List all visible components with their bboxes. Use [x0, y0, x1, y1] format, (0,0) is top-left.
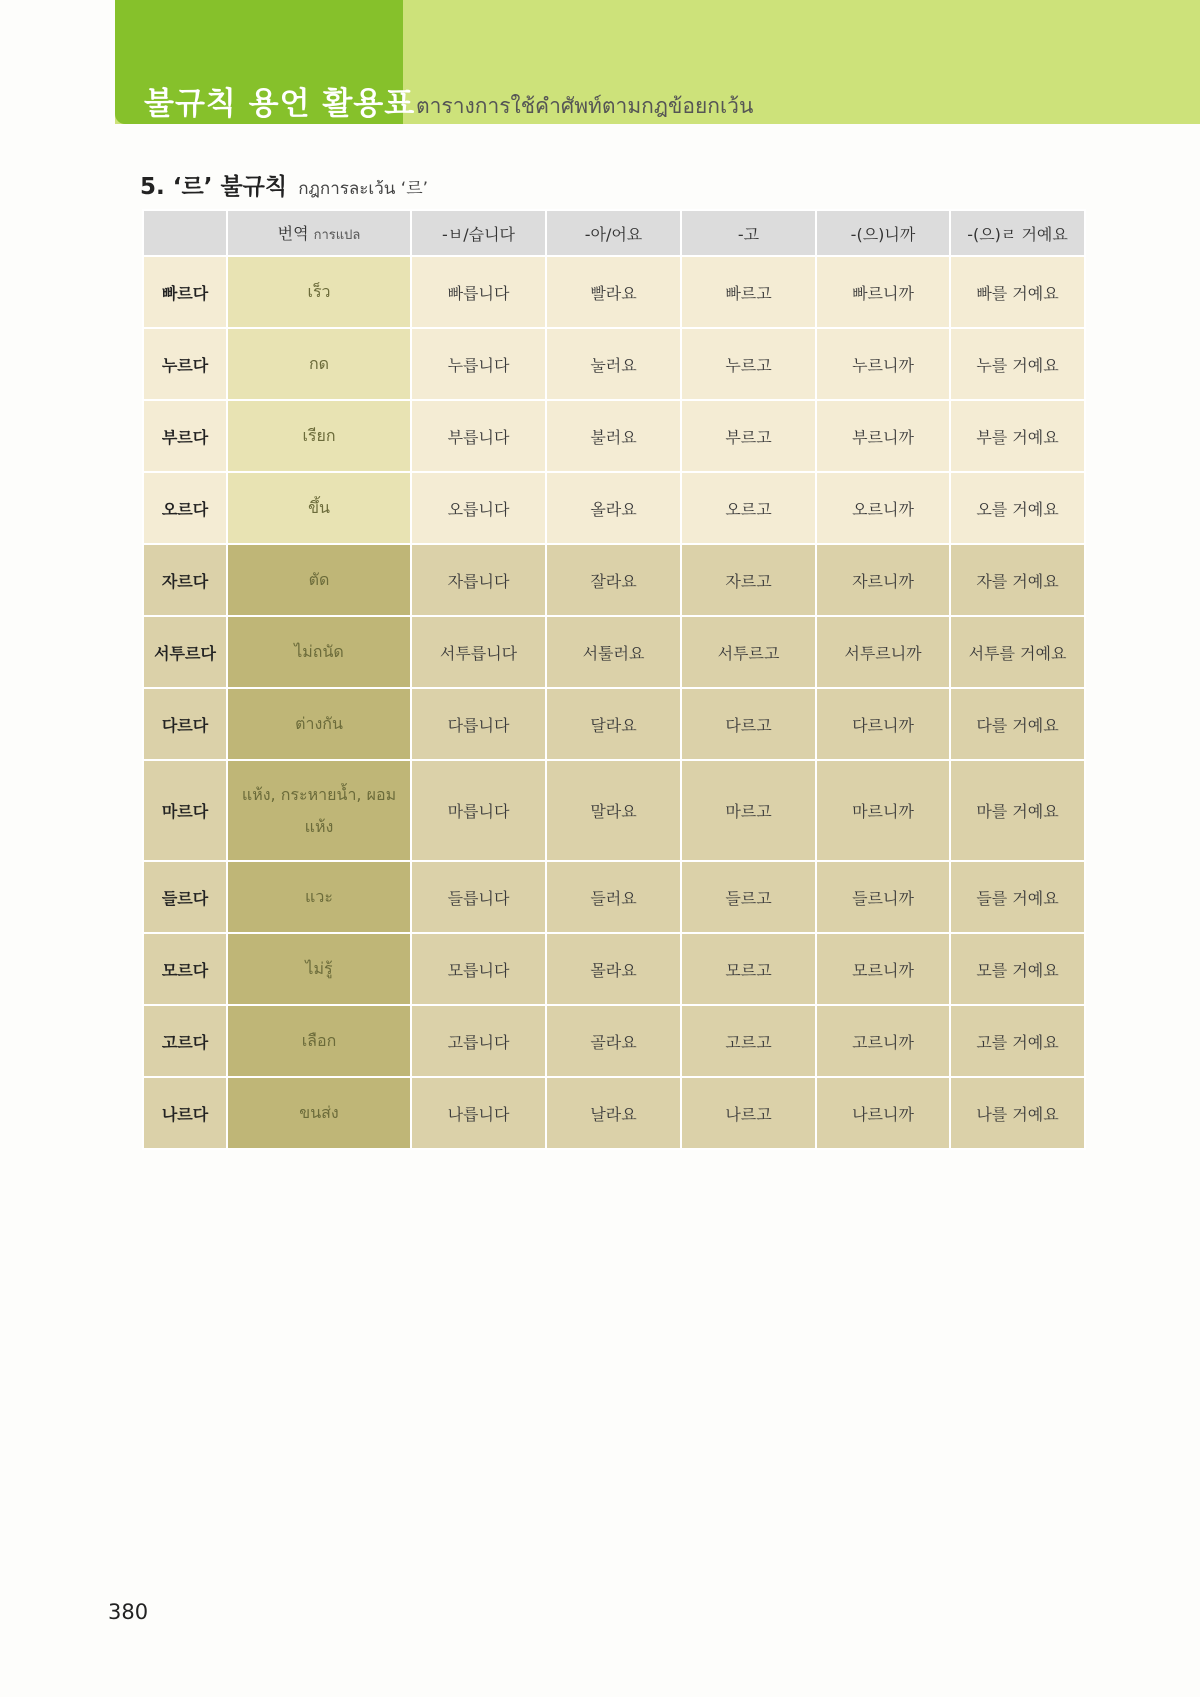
future-cell: 마를 거예요 [950, 760, 1085, 861]
because-cell: 나르니까 [816, 1077, 950, 1149]
table-row [143, 861, 1085, 933]
header-cell-blank [143, 210, 227, 256]
polite-cell: 몰라요 [546, 933, 681, 1005]
table-row [143, 616, 1085, 688]
because-cell: 마르니까 [816, 760, 950, 861]
because-cell: 오르니까 [816, 472, 950, 544]
and-cell: 오르고 [681, 472, 816, 544]
future-cell: 부를 거예요 [950, 400, 1085, 472]
translation-cell: ตัด [227, 544, 411, 616]
and-cell: 서투르고 [681, 616, 816, 688]
polite-cell: 빨라요 [546, 256, 681, 328]
verb-cell: 자르다 [143, 544, 227, 616]
conjugation-table [142, 209, 1086, 1150]
verb-cell: 부르다 [143, 400, 227, 472]
page-number: 380 [108, 1600, 149, 1624]
table-row [143, 256, 1085, 328]
table-row [143, 328, 1085, 400]
formal-cell: 고릅니다 [411, 1005, 546, 1077]
formal-cell: 빠릅니다 [411, 256, 546, 328]
translation-cell: ไม่รู้ [227, 933, 411, 1005]
translation-cell: เร็ว [227, 256, 411, 328]
header-translation-th: การแปล [313, 228, 361, 243]
polite-cell: 날라요 [546, 1077, 681, 1149]
polite-cell: 골라요 [546, 1005, 681, 1077]
table-header-row [143, 210, 1085, 256]
because-cell: 누르니까 [816, 328, 950, 400]
and-cell: 빠르고 [681, 256, 816, 328]
table-row [143, 472, 1085, 544]
polite-cell: 올라요 [546, 472, 681, 544]
future-cell: 고를 거예요 [950, 1005, 1085, 1077]
header-cell-and: -고 [681, 210, 816, 256]
table-row [143, 544, 1085, 616]
because-cell: 자르니까 [816, 544, 950, 616]
formal-cell: 누릅니다 [411, 328, 546, 400]
header-cell-future: -(으)ㄹ 거예요 [950, 210, 1085, 256]
section-title: 5. ‘르’ 불규칙 [140, 174, 288, 200]
formal-cell: 오릅니다 [411, 472, 546, 544]
polite-cell: 달라요 [546, 688, 681, 760]
page-title: 불규칙 용언 활용표 [144, 86, 416, 122]
formal-cell: 마릅니다 [411, 760, 546, 861]
verb-cell: 누르다 [143, 328, 227, 400]
formal-cell: 서투릅니다 [411, 616, 546, 688]
and-cell: 누르고 [681, 328, 816, 400]
future-cell: 오를 거예요 [950, 472, 1085, 544]
and-cell: 나르고 [681, 1077, 816, 1149]
verb-cell: 고르다 [143, 1005, 227, 1077]
verb-cell: 다르다 [143, 688, 227, 760]
header-cell-formal: -ㅂ/습니다 [411, 210, 546, 256]
translation-cell: ต่างกัน [227, 688, 411, 760]
header-cell-translation [227, 210, 411, 256]
section-heading [140, 168, 428, 202]
formal-cell: 자릅니다 [411, 544, 546, 616]
and-cell: 부르고 [681, 400, 816, 472]
page-subtitle: ตารางการใช้คำศัพท์ตามกฎข้อยกเว้น [416, 94, 754, 118]
future-cell: 나를 거예요 [950, 1077, 1085, 1149]
translation-cell: แวะ [227, 861, 411, 933]
header-translation-ko: 번역 [277, 224, 309, 243]
polite-cell: 서툴러요 [546, 616, 681, 688]
translation-cell: เลือก [227, 1005, 411, 1077]
translation-cell: กด [227, 328, 411, 400]
because-cell: 들르니까 [816, 861, 950, 933]
verb-cell: 들르다 [143, 861, 227, 933]
formal-cell: 다릅니다 [411, 688, 546, 760]
formal-cell: 나릅니다 [411, 1077, 546, 1149]
verb-cell: 서투르다 [143, 616, 227, 688]
translation-cell: เรียก [227, 400, 411, 472]
translation-cell: ขึ้น [227, 472, 411, 544]
future-cell: 자를 거예요 [950, 544, 1085, 616]
because-cell: 서투르니까 [816, 616, 950, 688]
translation-cell: แห้ง, กระหายน้ำ, ผอมแห้ง [227, 760, 411, 861]
verb-cell: 오르다 [143, 472, 227, 544]
and-cell: 모르고 [681, 933, 816, 1005]
polite-cell: 들러요 [546, 861, 681, 933]
and-cell: 마르고 [681, 760, 816, 861]
polite-cell: 말라요 [546, 760, 681, 861]
verb-cell: 모르다 [143, 933, 227, 1005]
translation-cell: ขนส่ง [227, 1077, 411, 1149]
future-cell: 서투를 거예요 [950, 616, 1085, 688]
future-cell: 다를 거예요 [950, 688, 1085, 760]
formal-cell: 들릅니다 [411, 861, 546, 933]
header-cell-because: -(으)니까 [816, 210, 950, 256]
formal-cell: 모릅니다 [411, 933, 546, 1005]
table-row [143, 1077, 1085, 1149]
table-row [143, 1005, 1085, 1077]
table-row [143, 933, 1085, 1005]
future-cell: 모를 거예요 [950, 933, 1085, 1005]
and-cell: 자르고 [681, 544, 816, 616]
future-cell: 누를 거예요 [950, 328, 1085, 400]
table-row [143, 760, 1085, 861]
because-cell: 고르니까 [816, 1005, 950, 1077]
because-cell: 부르니까 [816, 400, 950, 472]
table-row [143, 400, 1085, 472]
because-cell: 모르니까 [816, 933, 950, 1005]
verb-cell: 나르다 [143, 1077, 227, 1149]
verb-cell: 빠르다 [143, 256, 227, 328]
and-cell: 고르고 [681, 1005, 816, 1077]
future-cell: 빠를 거예요 [950, 256, 1085, 328]
polite-cell: 잘라요 [546, 544, 681, 616]
header-cell-polite: -아/어요 [546, 210, 681, 256]
verb-cell: 마르다 [143, 760, 227, 861]
section-subtitle: กฎการละเว้น ‘르’ [298, 179, 429, 199]
and-cell: 다르고 [681, 688, 816, 760]
polite-cell: 눌러요 [546, 328, 681, 400]
polite-cell: 불러요 [546, 400, 681, 472]
and-cell: 들르고 [681, 861, 816, 933]
because-cell: 다르니까 [816, 688, 950, 760]
table-row [143, 688, 1085, 760]
translation-cell: ไม่ถนัด [227, 616, 411, 688]
future-cell: 들를 거예요 [950, 861, 1085, 933]
formal-cell: 부릅니다 [411, 400, 546, 472]
because-cell: 빠르니까 [816, 256, 950, 328]
